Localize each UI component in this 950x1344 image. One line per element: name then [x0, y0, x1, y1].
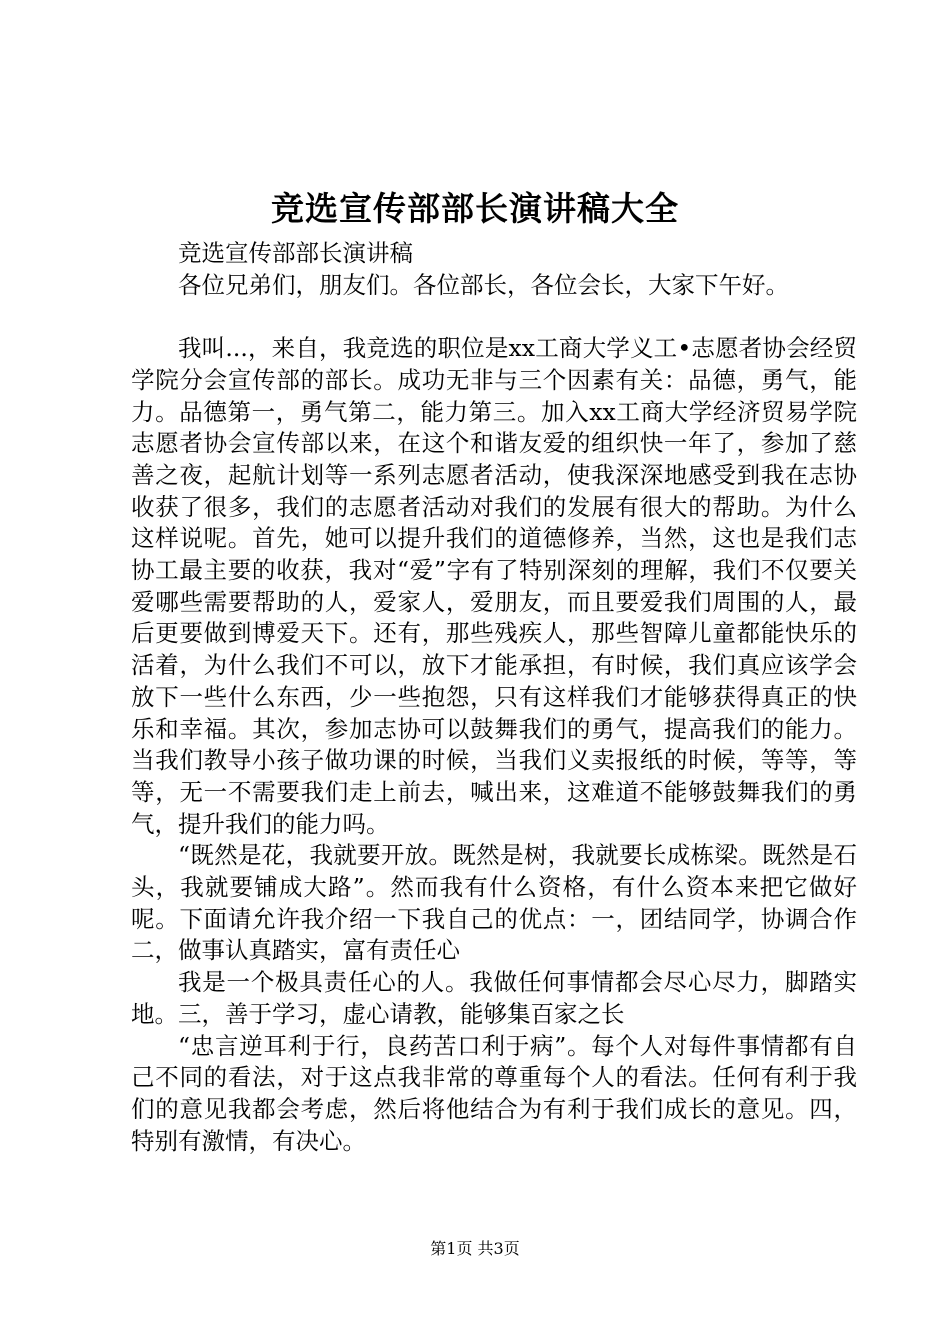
advice-paragraph: “忠言逆耳利于行，良药苦口利于病”。每个人对每件事情都有自己不同的看法，对于这点我非常的尊重每个人的看法。任何有利于我们的意见我都会考虑，然后将他结合为有利于我们成长的意见。四，特别有激情，有决心。 [131, 1031, 857, 1155]
greeting-paragraph: 各位兄弟们，朋友们。各位部长，各位会长，大家下午好。 [178, 270, 789, 299]
quote-paragraph: “既然是花，我就要开放。既然是树，我就要长成栋梁。既然是石头，我就要铺成大路”。然而我有什么资格，有什么资本来把它做好呢。下面请允许我介绍一下我自己的优点：一，团结同学，协调合作二，做事认真踏实，富有责任心 [131, 841, 857, 965]
subtitle-paragraph: 竞选宣传部部长演讲稿 [178, 239, 413, 267]
responsibility-paragraph: 我是一个极具责任心的人。我做任何事情都会尽心尽力，脚踏实地。三，善于学习，虚心请教，能够集百家之长 [131, 968, 857, 1028]
page-number-footer: 第1页 共3页 [430, 1239, 520, 1258]
introduction-paragraph: 我叫...，来自，我竞选的职位是xx工商大学义工•志愿者协会经贸学院分会宣传部的部长。成功无非与三个因素有关：品德，勇气，能力。品德第一，勇气第二，能力第三。加入xx工商大学经济贸易学院志愿者协会宣传部以来，在这个和谐友爱的组织快一年了，参加了慈善之夜，起航计划等一系列志愿者活动，使我深深地感受到我在志协收获了很多，我们的志愿者活动对我们的发展有很大的帮助。为什么这样说呢。首先，她可以提升我们的道德修养，当然，这也是我们志协工最主要的收获，我对“爱”字有了特别深刻的理解，我们不仅要关爱哪些需要帮助的人，爱家人，爱朋友，而且要爱我们周围的人，最后更要做到博爱天下。还有，那些残疾人，那些智障儿童都能快乐的活着，为什么我们不可以，放下才能承担，有时候，我们真应该学会放下一些什么东西，少一些抱怨，只有这样我们才能够获得真正的快乐和幸福。其次，参加志协可以鼓舞我们的勇气，提高我们的能力。当我们教导小孩子做功课的时候，当我们义卖报纸的时候，等等，等等，无一不需要我们走上前去，喊出来，这难道不能够鼓舞我们的勇气，提升我们的能力吗。 [131, 334, 857, 838]
document-body [131, 238, 857, 1157]
document-title: 竞选宣传部部长演讲稿大全 [271, 189, 679, 228]
